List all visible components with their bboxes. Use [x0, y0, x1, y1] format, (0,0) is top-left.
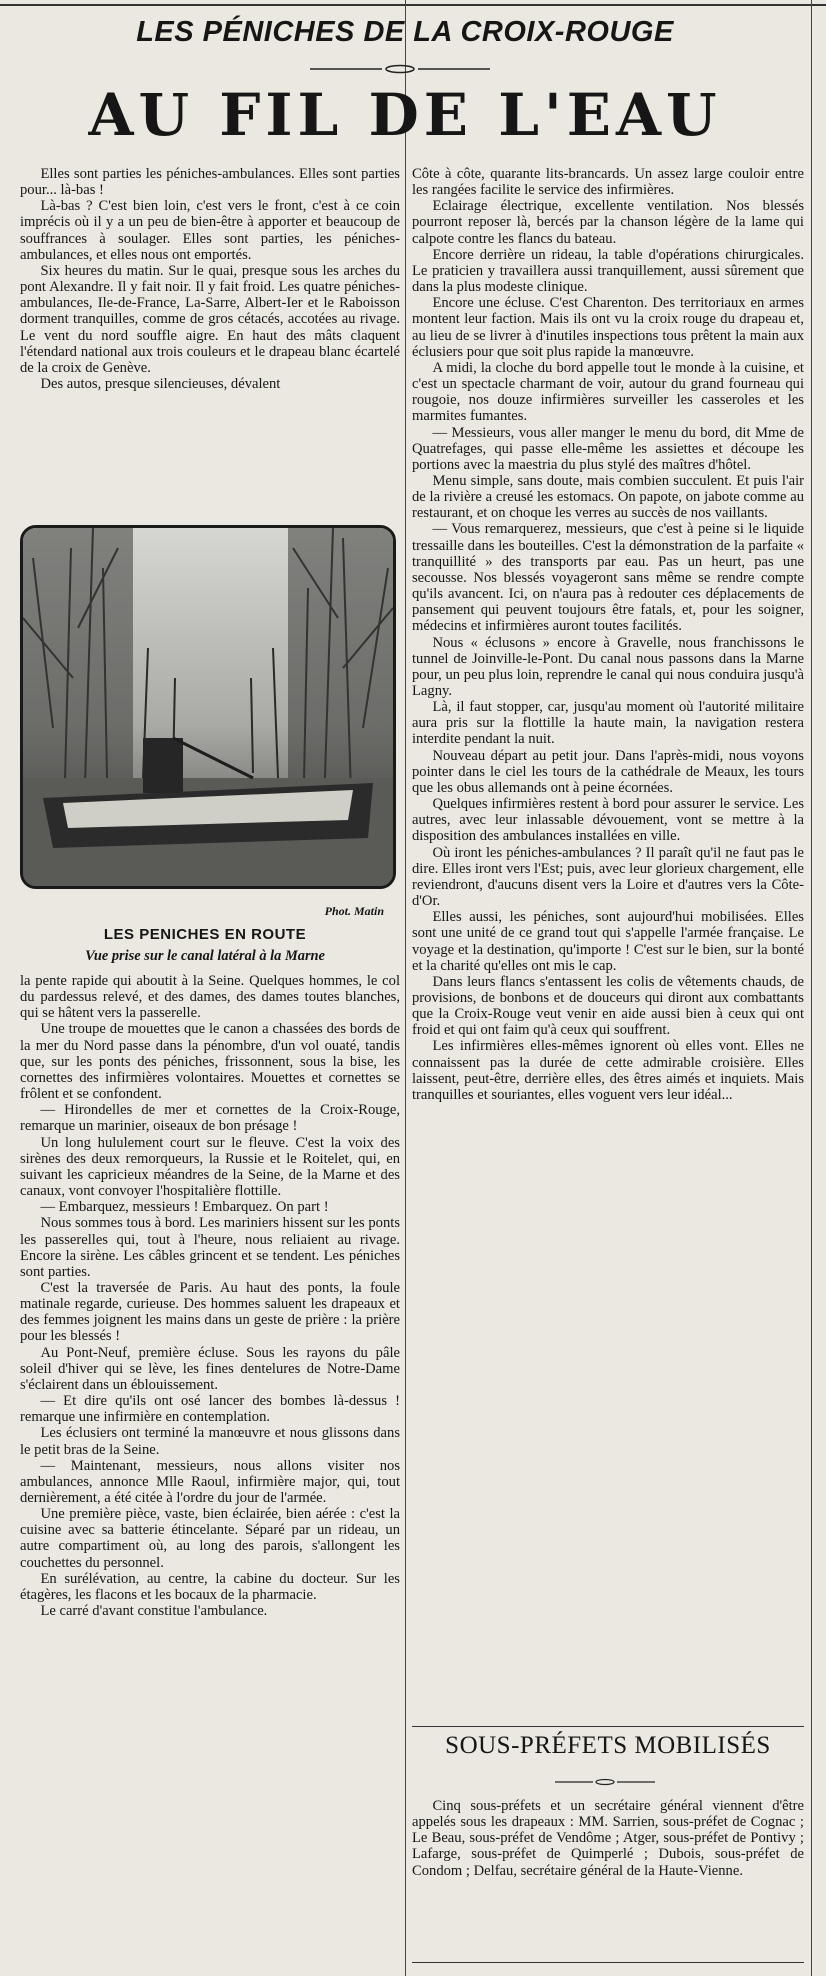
column-divider [405, 0, 406, 1976]
paragraph: Là-bas ? C'est bien loin, c'est vers le front, c'est à ce coin imprécis où il y a un peu de bien-être à apporter et beaucoup de souffrances à soulager. Elles sont parties, les péniches-ambulances, et elles nous ont emportés. [20, 198, 400, 263]
sidebox-text-column [412, 1798, 804, 1879]
photo-credit: Phot. Matin [324, 904, 384, 918]
paragraph: la pente rapide qui aboutit à la Seine. Quelques hommes, le col du pardessus relevé, et des dames, des dames toutes blanches, qui se hâtent vers la passerelle. [20, 973, 400, 1022]
paragraph: Un long hululement court sur le fleuve. C'est la voix des sirènes des deux remorqueurs, la Russie et le Roitelet, qui, en suivant les capricieux méandres de la Seine, de la Marne et des canaux, vont convoyer l'hospitalière flottille. [20, 1134, 400, 1200]
right-column [412, 166, 804, 1103]
paragraph: Nouveau départ au petit jour. Dans l'après-midi, nous voyons pointer dans le ciel les tours de la cathédrale de Meaux, les tours que les obus allemands ont à peine écornées. [412, 747, 804, 796]
paragraph: Des autos, presque silencieuses, dévalent [40, 376, 281, 393]
paragraph: Une troupe de mouettes que le canon a chassées des bords de la mer du Nord passe dans la pénombre, d'un vol ouaté, tandis que, sur les ponts des péniches, frissonnent, sous la bise, les cornettes des infirmières volontaires. Mouettes et cornettes se frôlent et se confondent. [20, 1021, 400, 1103]
article-kicker: LES PÉNICHES DE LA CROIX-ROUGE [136, 16, 674, 48]
paragraph: A midi, la cloche du bord appelle tout le monde à la cuisine, et c'est un spectacle charmant de voir, autour du grand fourneau qui rougoie, nos douze infirmières surveiller les casseroles et les marmites fumantes. [412, 359, 804, 425]
paragraph: Les éclusiers ont terminé la manœuvre et nous glissons dans le petit bras de la Seine. [20, 1425, 400, 1458]
ornament-divider [310, 64, 490, 74]
paragraph: — Et dire qu'ils ont osé lancer des bombes là-dessus ! remarque une infirmière en contemplation. [20, 1393, 400, 1426]
paragraph: Eclairage électrique, excellente ventilation. Nos blessés pourront reposer là, bercés par la chanson légère de la lame qui calpote contre les flancs du bateau. [412, 198, 804, 247]
paragraph: Là, il faut stopper, car, jusqu'au moment où l'autorité militaire aura pris sur la flottille la haute main, la navigation restera interdite pendant la nuit. [412, 699, 804, 748]
paragraph: Quelques infirmières restent à bord pour assurer le service. Les autres, avec leur inlassable dévouement, vont se mettre à la disposition des ambulances installées en ville. [412, 796, 804, 845]
sidebox-bottom-rule [412, 1962, 804, 1963]
paragraph: Dans leurs flancs s'entassent les colis de vêtements chauds, de provisions, de bonbons et de douceurs qui diront aux combattants que la Croix-Rouge veut venir en aide aussi bien à ceux qui ont froid et qui ont faim qu'à ceux qui souffrent. [412, 973, 804, 1039]
paragraph: Côte à côte, quarante lits-brancards. Un assez large couloir entre les rangées facilite le service des infirmières. [412, 166, 804, 199]
paragraph: Elles sont parties les péniches-ambulances. Elles sont parties pour... là-bas ! [20, 166, 400, 199]
article-headline: AU FIL DE L'EAU [88, 81, 722, 149]
photo-caption-title: LES PENICHES EN ROUTE [103, 926, 307, 943]
paragraph: Le carré d'avant constitue l'ambulance. [40, 1603, 268, 1620]
paragraph: — Embarquez, messieurs ! Embarquez. On part ! [40, 1199, 329, 1216]
paragraph: Au Pont-Neuf, première écluse. Sous les rayons du pâle soleil d'hiver qui se lève, les fines dentelures de Notre-Dame s'éclairent dans un éblouissement. [20, 1344, 400, 1393]
paragraph: Elles aussi, les péniches, sont aujourd'hui mobilisées. Elles sont une unité de ce grand tout qui s'appelle l'armée française. Le voyage et la destination, qu'importe ! C'est sur le bien, sur la bonté et la charité qu'elles ont mis le cap. [412, 909, 804, 974]
top-rule [0, 4, 826, 6]
left-column-bottom [20, 973, 400, 1619]
paragraph: Six heures du matin. Sur le quai, presque sous les arches du pont Alexandre. Il y fait noir. Il y fait froid. Les quatre péniches-ambulances, Ile-de-France, La-Sarre, Albert-Ier et le Raboisson dorment tranquilles, comme de gros cétacés, accotées au rivage. Le vent du nord souffle aigre. En haut des mâts claquent l'étendard national aux trois couleurs et le drapeau blanc écartelé de la croix de Genève. [20, 262, 400, 376]
paragraph: — Maintenant, messieurs, nous allons visiter nos ambulances, annonce Mlle Raoul, infirmière major, qui, tout dernièrement, a été citée à l'ordre du jour de l'armée. [20, 1457, 400, 1506]
paragraph: Nous « éclusons » encore à Gravelle, nous franchissons le tunnel de Joinville-le-Pont. Du canal nous passons dans la Marne pour, un peu plus loin, reprendre le canal qui nous conduira jusqu'à Lagny. [412, 634, 804, 699]
paragraph: Encore derrière un rideau, la table d'opérations chirurgicales. Le praticien y travaillera aussi tranquillement, aussi sûrement que dans la plus modeste clinique. [412, 246, 804, 296]
paragraph: Les infirmières elles-mêmes ignorent où elles vont. Elles ne connaissent pas la durée de cette admirable croisière. Elles laissent, peut-être, derrière elles, des êtres aimés et inquiets. Mais tranquilles et souriantes, elles voguent vers leur idéal... [412, 1038, 804, 1103]
paragraph: Où iront les péniches-ambulances ? Il paraît qu'il ne faut pas le dire. Elles iront vers l'Est; puis, avec leur glorieux chargement, elle reviendront, d'aucuns disent vers la Loire et d'autres vers la Côte-d'Or. [412, 844, 804, 910]
paragraph: Encore une écluse. C'est Charenton. Des territoriaux en armes montent leur faction. Mais ils ont vu la croix rouge du drapeau et, au lieu de se livrer à d'inutiles inspections tous prêtent la main aux éclusiers pour que soit plus rapide la manœuvre. [412, 295, 804, 360]
photo-barges-en-route [20, 525, 396, 889]
paragraph: Une première pièce, vaste, bien éclairée, bien aérée : c'est la cuisine avec sa batterie étincelante. Séparé par un rideau, un autre compartiment où, au long des parois, s'allongent les couchettes du personnel. [20, 1506, 400, 1571]
paragraph: C'est la traversée de Paris. Au haut des ponts, la foule matinale regarde, curieuse. Des hommes saluent les drapeaux et des femmes joignent les mains dans un geste de prière : la prière pour les blessés ! [20, 1279, 400, 1345]
paragraph: Menu simple, sans doute, mais combien succulent. Et puis l'air de la rivière a creusé les estomacs. On papote, on jabote comme au restaurant, et on choque les verres au succès de nos vaillants. [412, 472, 804, 522]
paragraph: Nous sommes tous à bord. Les mariniers hissent sur les ponts les passerelles qui, tout à l'heure, nous reliaient au rivage. Encore la sirène. Les câbles grincent et se tendent. Les péniches sont parties. [20, 1215, 400, 1280]
left-column-top [20, 166, 400, 392]
sidebox-top-rule [412, 1726, 804, 1727]
paragraph: — Hirondelles de mer et cornettes de la Croix-Rouge, remarque un marinier, oiseaux de bon présage ! [20, 1102, 400, 1135]
paragraph: — Messieurs, vous aller manger le menu du bord, dit Mme de Quatrefages, qui passe elle-même les assiettes et découpe les portions avec la maestria du plus stylé des maîtres d'hôtel. [412, 424, 804, 473]
sidebox-paragraph: Cinq sous-préfets et un secrétaire général viennent d'être appelés sous les drapeaux : MM. Sarrien, sous-préfet de Cognac ; Le Beau, sous-préfet de Vendôme ; Atger, sous-préfet de Pontivy ; Lafarge, sous-préfet de Quimperlé ; Dubois, sous-préfet de Condom ; Delfau, secrétaire général de la Haute-Vienne. [412, 1798, 804, 1879]
sidebox-title: SOUS-PRÉFETS MOBILISÉS [445, 1732, 771, 1759]
photo-caption-subtitle: Vue prise sur le canal latéral à la Marne [85, 948, 325, 964]
ornament-divider [555, 1778, 655, 1786]
page-edge-rule [811, 0, 812, 1976]
paragraph: — Vous remarquerez, messieurs, que c'est à peine si le liquide tressaille dans les bouteilles. C'est la démonstration de la parfaite « tranquillité » des transports par eau. Pas un heurt, pas une secousse. Nos blessés voyageront sans même se rendre compte qu'ils avancent. Ici, on n'aura pas à redouter ces déplacements de pansement qui peuvent toujours être fatals, et, pour les soigner, médecins et infirmières auront toutes facilités. [412, 521, 804, 635]
paragraph: En surélévation, au centre, la cabine du docteur. Sur les étagères, les flacons et les bocaux de la pharmacie. [20, 1570, 400, 1603]
barge-canal-illustration [23, 528, 393, 886]
